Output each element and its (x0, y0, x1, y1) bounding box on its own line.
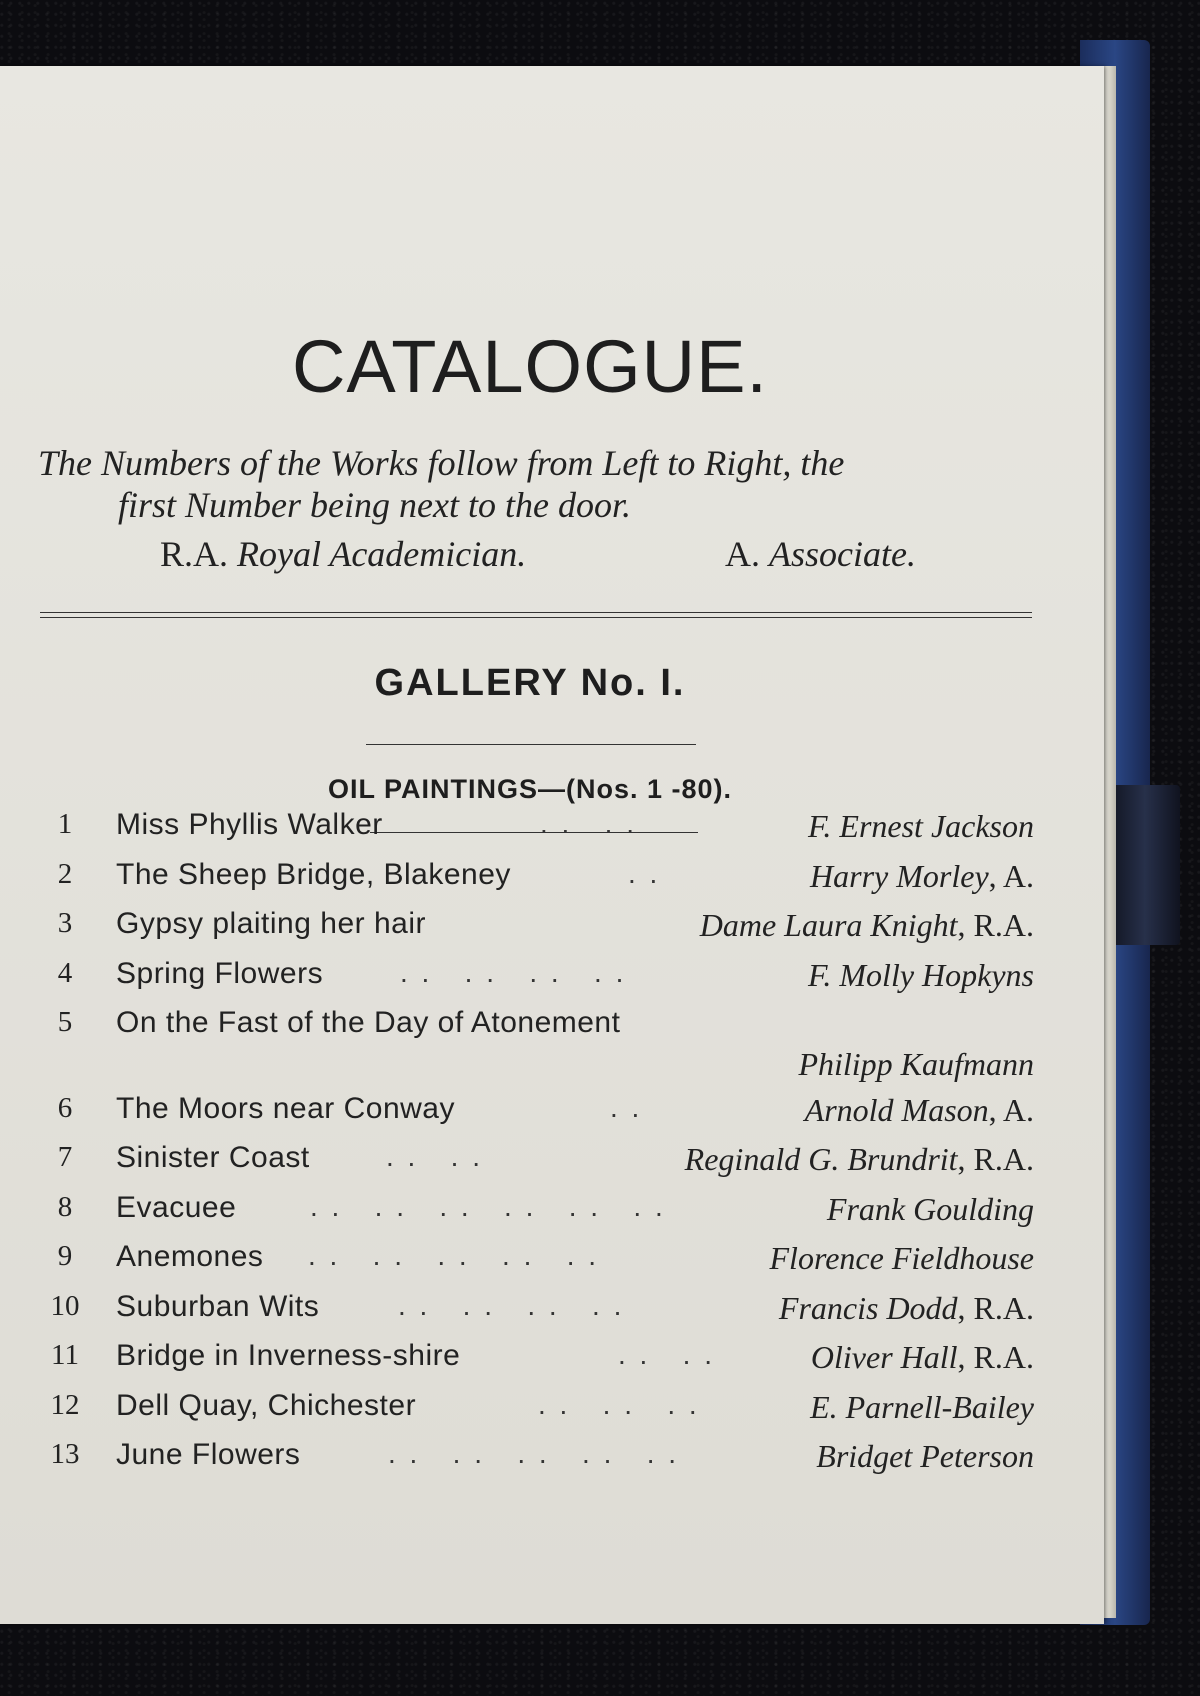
entry-title: Evacuee (116, 1191, 237, 1224)
entry-artist (685, 1141, 1034, 1178)
dot-leader: . . . . . . . . (398, 1290, 625, 1321)
entry-title: Miss Phyllis Walker (116, 808, 383, 841)
artist-honour: , R.A. (957, 1290, 1034, 1326)
artist-name: Frank Goulding (826, 1191, 1034, 1227)
artist-name: Oliver Hall (810, 1339, 958, 1375)
list-item (0, 1141, 1104, 1185)
dot-leader: . . (628, 858, 661, 889)
entry-number: 2 (57, 858, 73, 890)
entry-title: Suburban Wits (116, 1290, 320, 1323)
entry-artist (770, 1240, 1035, 1277)
list-item (0, 1438, 1104, 1482)
artist-honour: , R.A. (957, 1339, 1034, 1375)
catalogue-page (0, 66, 1104, 1624)
intro-line-1: The Numbers of the Works follow from Left to Right, the (38, 443, 845, 483)
entry-artist (798, 1046, 1034, 1083)
entry-number: 8 (57, 1191, 73, 1223)
entry-artist (808, 957, 1034, 994)
entry-artist (779, 1290, 1034, 1327)
list-item (0, 1191, 1104, 1235)
entry-artist (810, 858, 1034, 895)
artist-honour: , A. (988, 1092, 1034, 1128)
artist-name: F. Ernest Jackson (807, 808, 1034, 844)
dot-leader: . . . . (540, 808, 638, 839)
divider-upper (366, 744, 696, 745)
artist-honour: , R.A. (957, 907, 1034, 943)
entry-title: June Flowers (116, 1438, 301, 1471)
entry-number: 7 (57, 1141, 73, 1173)
artist-honour: , R.A. (957, 1141, 1034, 1177)
artist-name: Dame Laura Knight (699, 907, 958, 943)
entry-number: 11 (51, 1339, 79, 1371)
dot-leader: . . . . . . . . . . (388, 1438, 680, 1469)
entry-number: 9 (57, 1240, 73, 1272)
entry-artist (811, 1339, 1034, 1376)
list-item (0, 957, 1104, 1001)
double-divider (40, 612, 1032, 618)
list-item (0, 1092, 1104, 1136)
list-item (0, 1006, 1104, 1082)
entry-number: 1 (57, 808, 73, 840)
bookmark-ribbon (1110, 785, 1180, 945)
entry-title: Bridge in Inverness-shire (116, 1339, 461, 1372)
artist-name: Harry Morley (810, 858, 989, 894)
entry-number: 4 (57, 957, 73, 989)
entry-artist (816, 1438, 1034, 1475)
entry-artist (805, 1092, 1034, 1129)
entry-number: 6 (57, 1092, 73, 1124)
section-heading: OIL PAINTINGS—(Nos. 1 -80). (327, 774, 733, 804)
artist-name: Philipp Kaufmann (798, 1046, 1034, 1082)
entry-artist (810, 1389, 1034, 1426)
intro-line-2: first Number being next to the door. (118, 485, 631, 525)
entry-artist (700, 907, 1034, 944)
entry-artist (808, 808, 1034, 845)
list-item (0, 1240, 1104, 1284)
artist-name: Francis Dodd (778, 1290, 958, 1326)
artist-name: E. Parnell-Bailey (810, 1389, 1034, 1425)
abbreviation-ra-text: Royal Academician. (237, 534, 527, 574)
abbreviation-ra-code: R.A. (160, 534, 229, 574)
dot-leader: . . . . . . . . (400, 957, 627, 988)
abbreviation-ra (160, 533, 526, 575)
artist-name: Reginald G. Brundrit (684, 1141, 958, 1177)
entry-title: Dell Quay, Chichester (116, 1389, 417, 1422)
dot-leader: . . . . . . . . . . (308, 1240, 600, 1271)
entry-number: 12 (50, 1389, 80, 1421)
dot-leader: . . . . . . . . . . . . (310, 1191, 666, 1222)
dot-leader: . . . . (618, 1339, 716, 1370)
entry-number: 3 (57, 907, 73, 939)
dot-leader: . . . . (386, 1141, 484, 1172)
artist-honour: , A. (988, 858, 1034, 894)
entry-number: 13 (50, 1438, 80, 1470)
entry-title: Anemones (116, 1240, 264, 1273)
artist-name: Florence Fieldhouse (769, 1240, 1034, 1276)
abbreviation-a-text: Associate. (769, 534, 916, 574)
entry-number: 10 (50, 1290, 80, 1322)
entry-artist (827, 1191, 1034, 1228)
abbreviation-a-code: A. (725, 534, 760, 574)
entry-title: Sinister Coast (116, 1141, 310, 1174)
page-title: CATALOGUE. (291, 325, 768, 408)
abbreviation-a (725, 533, 916, 575)
list-item (0, 1339, 1104, 1383)
list-item (0, 1389, 1104, 1433)
dot-leader: . . . . . . (538, 1389, 700, 1420)
entry-title: On the Fast of the Day of Atonement (116, 1006, 621, 1039)
artist-name: F. Molly Hopkyns (807, 957, 1034, 993)
artist-name: Bridget Peterson (816, 1438, 1034, 1474)
entry-number: 5 (57, 1006, 73, 1038)
gallery-heading: GALLERY No. I. (374, 662, 686, 704)
entry-title: Gypsy plaiting her hair (116, 907, 426, 940)
list-item (0, 858, 1104, 902)
list-item (0, 907, 1104, 951)
entry-title: The Moors near Conway (116, 1092, 455, 1125)
entry-title: Spring Flowers (116, 957, 324, 990)
dot-leader: . . (610, 1092, 643, 1123)
list-item (0, 808, 1104, 852)
list-item (0, 1290, 1104, 1334)
artist-name: Arnold Mason (804, 1092, 989, 1128)
entry-title: The Sheep Bridge, Blakeney (116, 858, 511, 891)
